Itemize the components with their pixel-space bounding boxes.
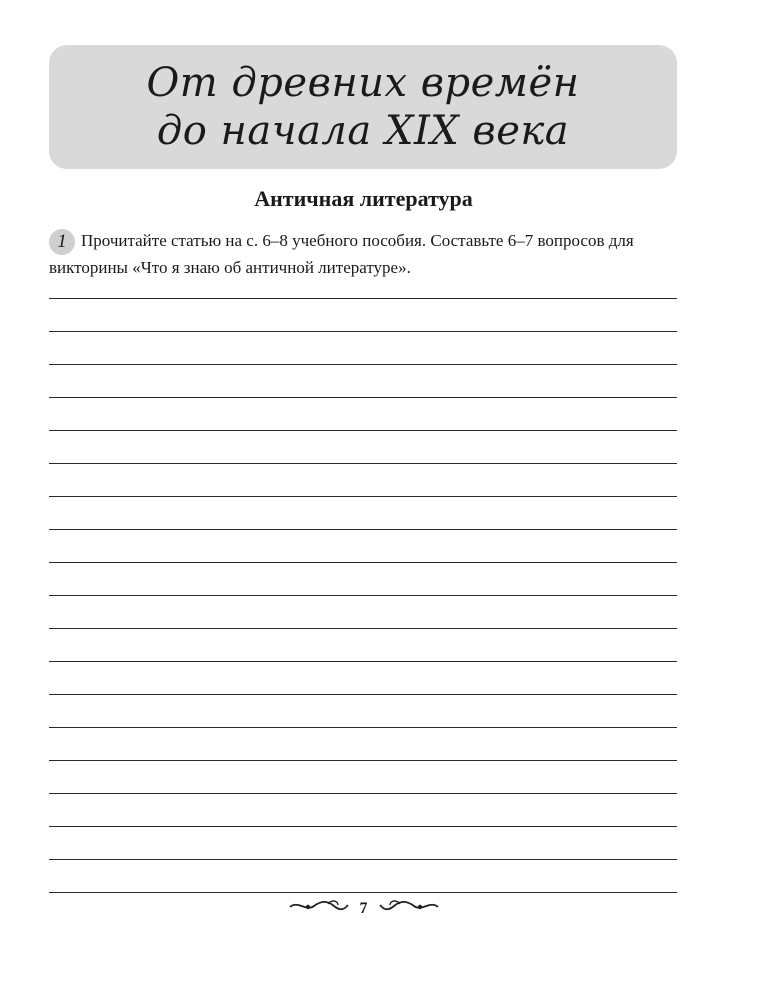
- swirl-ornament-icon: [288, 898, 350, 919]
- answer-line[interactable]: [49, 595, 677, 596]
- answer-line[interactable]: [49, 496, 677, 497]
- answer-line[interactable]: [49, 727, 677, 728]
- answer-line[interactable]: [49, 826, 677, 827]
- answer-line[interactable]: [49, 793, 677, 794]
- answer-line[interactable]: [49, 694, 677, 695]
- answer-line[interactable]: [49, 364, 677, 365]
- answer-line[interactable]: [49, 397, 677, 398]
- answer-line[interactable]: [49, 859, 677, 860]
- task-number-badge: 1: [49, 229, 75, 255]
- swirl-ornament-icon: [378, 898, 440, 919]
- answer-line[interactable]: [49, 661, 677, 662]
- answer-line[interactable]: [49, 298, 677, 299]
- answer-lines[interactable]: [49, 298, 677, 925]
- chapter-banner: [49, 45, 677, 169]
- task-text: Прочитайте статью на с. 6–8 учебного пособия. Составьте 6–7 вопросов для викторины «Что я знаю об античной литературе».: [49, 231, 634, 277]
- answer-line[interactable]: [49, 331, 677, 332]
- section-title: Античная литература: [254, 186, 473, 211]
- answer-line[interactable]: [49, 628, 677, 629]
- answer-line[interactable]: [49, 463, 677, 464]
- answer-line[interactable]: [49, 760, 677, 761]
- page-footer: [0, 898, 727, 919]
- chapter-title-line-1: От древних времён: [146, 60, 580, 106]
- answer-line[interactable]: [49, 562, 677, 563]
- chapter-title-line-2: до начала XIX века: [156, 108, 570, 154]
- answer-line[interactable]: [49, 892, 677, 893]
- answer-line[interactable]: [49, 529, 677, 530]
- answer-line[interactable]: [49, 430, 677, 431]
- task-block: [49, 228, 677, 281]
- page-number: 7: [359, 899, 368, 917]
